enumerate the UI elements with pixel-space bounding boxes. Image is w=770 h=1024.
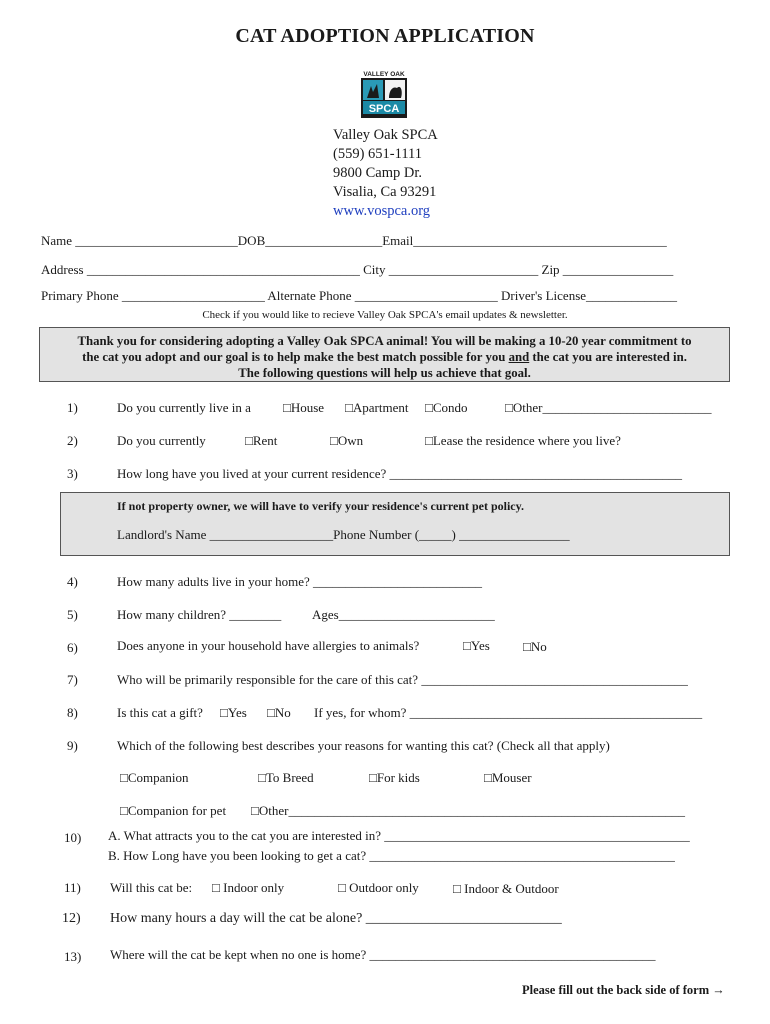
q6-yes-option[interactable]	[463, 638, 490, 654]
q12-number: 12)	[62, 911, 81, 926]
q1-other-label: Other__________________________	[512, 400, 712, 415]
checkbox-icon[interactable]: □	[212, 880, 220, 895]
q2-text: Do you currently	[117, 433, 206, 448]
checkbox-icon[interactable]: □	[345, 400, 353, 415]
q9-companion-option[interactable]	[120, 770, 189, 786]
checkbox-icon[interactable]: □	[220, 705, 228, 720]
q9-text: Which of the following best describes your reasons for wanting this cat? (Check all that apply)	[117, 738, 610, 753]
q9-companion-pet-option[interactable]	[120, 803, 226, 819]
q11-both-option[interactable]	[453, 881, 559, 897]
q7-number: 7)	[67, 672, 78, 687]
checkbox-icon[interactable]: □	[425, 433, 433, 448]
q8-no-option[interactable]	[267, 705, 291, 721]
q2-own-label: Own	[337, 433, 364, 448]
q3-number: 3)	[67, 466, 78, 481]
intro-line-2b: the cat you are interested in.	[529, 350, 687, 364]
q9-companion-label: Companion	[127, 770, 189, 785]
org-phone: (559) 651-1111	[333, 146, 422, 162]
q2-lease-label: Lease the residence where you live?	[432, 433, 621, 448]
page-title: CAT ADOPTION APPLICATION	[235, 25, 535, 47]
q10-number: 10)	[64, 830, 82, 845]
checkbox-icon[interactable]: □	[369, 770, 377, 785]
logo-valley-oak-text: VALLEY OAK	[363, 71, 405, 78]
checkbox-icon[interactable]: □	[258, 770, 266, 785]
q3-text[interactable]: How long have you lived at your current residence? _____________________________________________	[117, 466, 683, 481]
q9-mouser-option[interactable]	[484, 770, 532, 786]
q13-text[interactable]: Where will the cat be kept when no one is home? ____________________________________________	[110, 947, 656, 962]
q5-text[interactable]: How many children? ________	[117, 607, 282, 622]
q6-yes-label: Yes	[470, 638, 490, 653]
q9-mouser-label: Mouser	[491, 770, 532, 785]
q9-breed-option[interactable]	[258, 770, 314, 786]
checkbox-icon[interactable]: □	[463, 638, 471, 653]
spca-logo	[359, 70, 409, 118]
back-side-note: Please fill out the back side of form →	[522, 983, 725, 997]
checkbox-icon[interactable]: □	[425, 400, 433, 415]
org-website-link[interactable]: www.vospca.org	[333, 203, 431, 219]
logo-spca-text: SPCA	[368, 103, 400, 115]
org-name: Valley Oak SPCA	[333, 127, 438, 143]
q1-house-option[interactable]	[283, 400, 324, 416]
checkbox-icon[interactable]: □	[523, 639, 531, 654]
q1-apartment-option[interactable]	[345, 400, 408, 416]
checkbox-icon[interactable]: □	[453, 881, 461, 896]
q8-yes-label: Yes	[227, 705, 247, 720]
q10-a-text[interactable]: A. What attracts you to the cat you are interested in? _______________________________________________	[108, 828, 690, 843]
q11-text: Will this cat be:	[110, 880, 193, 895]
checkbox-icon[interactable]: □	[283, 400, 291, 415]
q11-outdoor-option[interactable]	[338, 880, 419, 896]
q8-for-whom[interactable]: If yes, for whom? _____________________________________________	[314, 705, 703, 720]
q1-apartment-label: Apartment	[352, 400, 409, 415]
checkbox-icon[interactable]: □	[338, 880, 346, 895]
checkbox-icon[interactable]: □	[251, 803, 259, 818]
intro-box	[39, 327, 730, 382]
org-contact-block	[333, 126, 438, 221]
q2-rent-label: Rent	[252, 433, 278, 448]
q6-text: Does anyone in your household have allergies to animals?	[117, 638, 420, 653]
intro-line-2a: the cat you adopt and our goal is to help make the best match possible for you	[82, 350, 509, 364]
q9-other-option[interactable]	[251, 803, 685, 819]
q8-number: 8)	[67, 705, 78, 720]
intro-line-3: The following questions will help us achieve that goal.	[238, 366, 531, 380]
q1-house-label: House	[290, 400, 325, 415]
intro-line-2-underlined: and	[508, 350, 530, 364]
q9-breed-label: To Breed	[265, 770, 314, 785]
intro-line-1: Thank you for considering adopting a Valley Oak SPCA animal! You will be making a 10-20 year commitment to	[77, 334, 692, 348]
q12-text[interactable]: How many hours a day will the cat be alone? ____________________________	[110, 911, 562, 926]
q2-lease-option[interactable]	[425, 433, 621, 449]
q11-number: 11)	[64, 880, 81, 895]
landlord-field[interactable]: Landlord's Name ___________________Phone Number (_____) _________________	[117, 527, 570, 542]
q4-number: 4)	[67, 574, 78, 589]
q9-companion-pet-label: Companion for pet	[127, 803, 227, 818]
name-dob-email-field[interactable]: Name _________________________DOB__________________Email_______________________________________	[41, 233, 667, 248]
intro-line-2	[40, 349, 729, 365]
q1-other-option[interactable]	[505, 400, 711, 416]
checkbox-icon[interactable]: □	[484, 770, 492, 785]
org-street: 9800 Camp Dr.	[333, 165, 423, 181]
q1-condo-option[interactable]	[425, 400, 468, 416]
q1-condo-label: Condo	[432, 400, 468, 415]
phones-license-field[interactable]: Primary Phone ______________________ Alternate Phone ______________________ Driver's License______________	[41, 288, 678, 303]
org-city: Visalia, Ca 93291	[333, 184, 437, 200]
q5-ages[interactable]: Ages________________________	[312, 607, 495, 622]
q11-indoor-option[interactable]	[212, 880, 284, 896]
q1-number: 1)	[67, 400, 78, 415]
q10-b-text[interactable]: B. How Long have you been looking to get a cat? _______________________________________________	[108, 848, 675, 863]
q11-outdoor-label: Outdoor only	[349, 880, 419, 895]
q9-kids-label: For kids	[376, 770, 420, 785]
q2-own-option[interactable]	[330, 433, 363, 449]
checkbox-icon[interactable]: □	[505, 400, 513, 415]
q4-text[interactable]: How many adults live in your home? __________________________	[117, 574, 483, 589]
q8-text: Is this cat a gift?	[117, 705, 203, 720]
q6-no-option[interactable]	[523, 639, 547, 655]
q7-text[interactable]: Who will be primarily responsible for the care of this cat? _________________________________________	[117, 672, 688, 687]
checkbox-icon[interactable]: □	[120, 803, 128, 818]
q8-no-label: No	[274, 705, 291, 720]
q6-number: 6)	[67, 640, 78, 655]
q9-number: 9)	[67, 738, 78, 753]
checkbox-icon[interactable]: □	[330, 433, 338, 448]
q6-no-label: No	[530, 639, 547, 654]
address-city-zip-field[interactable]: Address __________________________________________ City _______________________ Zip _________________	[41, 262, 674, 277]
q13-number: 13)	[64, 949, 82, 964]
landlord-heading: If not property owner, we will have to verify your residence's current pet policy.	[117, 499, 524, 513]
q2-number: 2)	[67, 433, 78, 448]
checkbox-icon[interactable]: □	[120, 770, 128, 785]
newsletter-checkbox-note[interactable]: Check if you would like to recieve Valley Oak SPCA's email updates & newsletter.	[202, 309, 568, 321]
q2-rent-option[interactable]	[245, 433, 277, 449]
q9-other-label: Other_____________________________________________________________	[258, 803, 685, 818]
checkbox-icon[interactable]: □	[267, 705, 275, 720]
spca-logo-graphic	[359, 70, 409, 118]
q5-number: 5)	[67, 607, 78, 622]
checkbox-icon[interactable]: □	[245, 433, 253, 448]
q8-yes-option[interactable]	[220, 705, 247, 721]
q9-kids-option[interactable]	[369, 770, 420, 786]
q11-indoor-label: Indoor only	[223, 880, 285, 895]
q11-both-label: Indoor & Outdoor	[464, 881, 559, 896]
q1-text: Do you currently live in a	[117, 400, 251, 415]
